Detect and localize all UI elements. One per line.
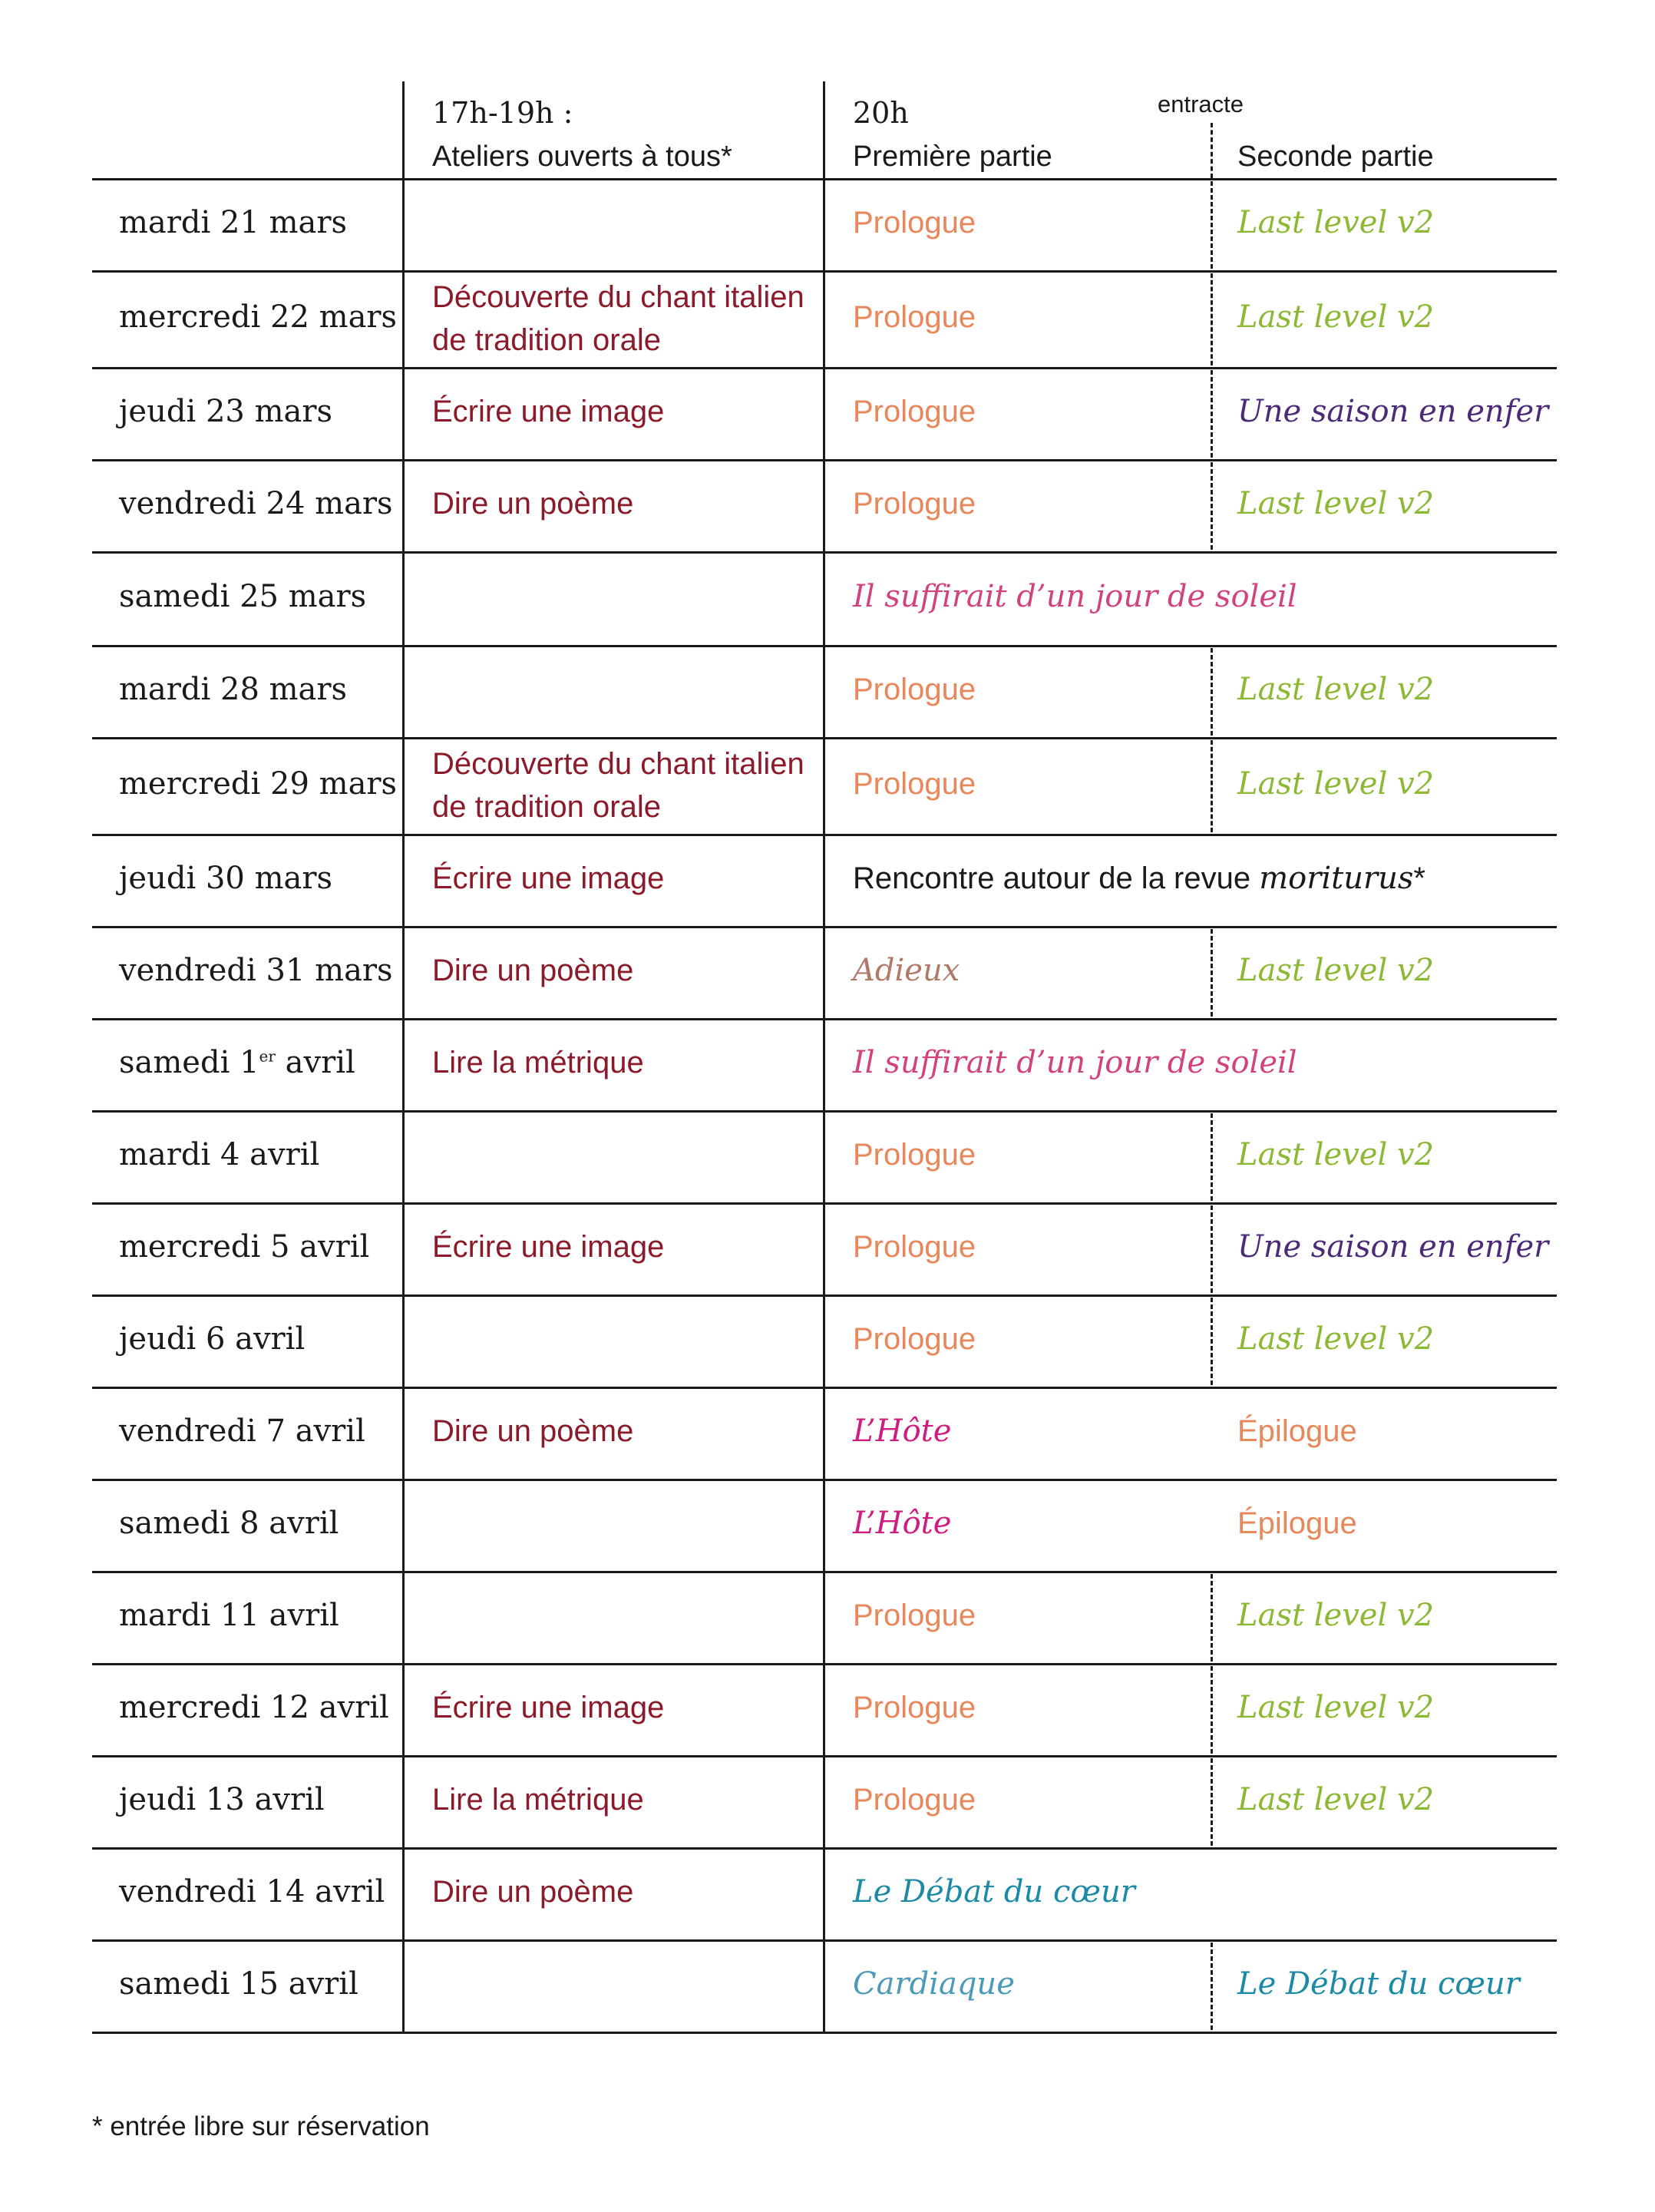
row-second-part: Last level v2 xyxy=(1237,1321,1435,1357)
row-date-text: mardi 28 mars xyxy=(119,672,348,707)
row-date-text: samedi 25 mars xyxy=(119,579,367,614)
row-rule xyxy=(92,1939,1557,1942)
row-atelier: Dire un poème xyxy=(432,1414,634,1448)
intermission-divider xyxy=(1211,181,1213,269)
column-divider-atelier xyxy=(823,81,825,2033)
row-date xyxy=(119,1047,355,1078)
row-date-text: vendredi 31 mars xyxy=(119,953,393,988)
row-rule xyxy=(92,1571,1557,1573)
intermission-divider xyxy=(1211,1943,1213,2030)
row-date xyxy=(119,207,347,238)
row-first-part-title: moriturus xyxy=(1259,861,1414,896)
row-second-part: Last level v2 xyxy=(1237,766,1435,802)
intermission-divider xyxy=(1211,1298,1213,1385)
row-atelier-line: de tradition orale xyxy=(432,323,661,357)
row-date xyxy=(119,299,398,335)
row-first-part xyxy=(853,1139,976,1170)
intermission-divider xyxy=(1211,1666,1213,1754)
row-rule xyxy=(92,1294,1557,1297)
row-first-part-text: Prologue xyxy=(853,1322,976,1356)
column-divider-date xyxy=(402,81,405,2033)
header-atelier-time: 17h-19h : xyxy=(432,96,573,130)
row-date xyxy=(119,766,398,802)
header-first-part: Première partie xyxy=(853,141,1052,173)
row-first-part-text: Prologue xyxy=(853,300,976,334)
intermission-divider xyxy=(1211,929,1213,1017)
row-event-full xyxy=(853,1047,1297,1078)
row-first-part-text: Prologue xyxy=(853,1691,976,1724)
header-show-time: 20h xyxy=(853,96,909,130)
row-rule xyxy=(92,367,1557,369)
row-atelier: Écrire une image xyxy=(432,395,665,428)
row-date-text: jeudi 23 mars xyxy=(119,394,332,429)
row-first-part xyxy=(853,674,976,705)
row-atelier: Écrire une image xyxy=(432,861,665,895)
row-date-text: jeudi 13 avril xyxy=(119,1782,325,1817)
row-second-part: Last level v2 xyxy=(1237,1690,1435,1725)
header-rule xyxy=(92,178,1557,180)
intermission-divider xyxy=(1211,1205,1213,1293)
row-first-part xyxy=(853,396,976,427)
row-date xyxy=(119,396,332,427)
row-date-text: mercredi 12 avril xyxy=(119,1690,389,1725)
row-first-part xyxy=(853,207,976,238)
row-second-part: Last level v2 xyxy=(1237,1598,1435,1633)
row-date-text: mercredi 29 mars xyxy=(119,766,398,802)
row-atelier-line: Découverte du chant italien xyxy=(432,747,804,781)
row-date-text: jeudi 6 avril xyxy=(119,1321,306,1357)
row-rule xyxy=(92,551,1557,554)
row-date-text: samedi 15 avril xyxy=(119,1966,358,2002)
row-first-part-text: L’Hôte xyxy=(853,1506,952,1541)
row-date xyxy=(119,1692,389,1723)
row-date xyxy=(119,581,366,612)
row-first-part-text: Prologue xyxy=(853,395,976,428)
row-first-part xyxy=(853,1324,976,1354)
header-atelier-title: Ateliers ouverts à tous* xyxy=(432,141,732,173)
intermission-divider xyxy=(1211,1574,1213,1661)
row-date xyxy=(119,1966,358,2002)
row-event-full xyxy=(853,1876,1135,1907)
row-rule xyxy=(92,926,1557,928)
row-rule xyxy=(92,2032,1557,2034)
row-first-part xyxy=(853,1692,976,1723)
row-first-part xyxy=(853,1784,976,1815)
row-date-text: vendredi 7 avril xyxy=(119,1413,365,1449)
row-date-text: mercredi 5 avril xyxy=(119,1229,370,1265)
row-second-part: Épilogue xyxy=(1237,1414,1357,1448)
intermission-divider xyxy=(1211,462,1213,550)
row-date xyxy=(119,488,393,519)
row-date xyxy=(119,1784,325,1815)
row-rule xyxy=(92,1202,1557,1205)
row-second-part: Last level v2 xyxy=(1237,486,1435,521)
row-second-part: Last level v2 xyxy=(1237,1137,1435,1172)
header-second-part: Seconde partie xyxy=(1237,141,1434,173)
row-first-part-text: Prologue xyxy=(853,206,976,240)
footnote: * entrée libre sur réservation xyxy=(92,2111,430,2141)
row-rule xyxy=(92,1847,1557,1850)
row-date xyxy=(119,1508,339,1539)
intermission-divider xyxy=(1211,740,1213,832)
row-rule xyxy=(92,645,1557,647)
row-first-part-text: Adieux xyxy=(853,953,960,988)
row-rule xyxy=(92,1663,1557,1665)
intermission-divider xyxy=(1211,1758,1213,1846)
row-date-text: vendredi 14 avril xyxy=(119,1874,385,1909)
row-date-text: mardi 11 avril xyxy=(119,1598,339,1633)
row-second-part: Last level v2 xyxy=(1237,672,1435,707)
row-date-text: samedi 8 avril xyxy=(119,1506,339,1541)
row-first-part xyxy=(853,488,976,519)
row-date xyxy=(119,863,332,894)
row-second-part: Une saison en enfer xyxy=(1237,1229,1549,1265)
row-date xyxy=(119,1600,339,1631)
row-rule xyxy=(92,459,1557,461)
row-first-part-text: L’Hôte xyxy=(853,1413,952,1449)
row-atelier-line: de tradition orale xyxy=(432,790,661,824)
row-first-part-text: Prologue xyxy=(853,1138,976,1172)
row-atelier: Dire un poème xyxy=(432,954,634,987)
row-rule xyxy=(92,1479,1557,1481)
row-first-part xyxy=(853,1600,976,1631)
row-date xyxy=(119,1876,385,1907)
row-date-text: jeudi 30 mars xyxy=(119,861,332,896)
row-first-part-text: Prologue xyxy=(853,1599,976,1632)
row-first-part xyxy=(853,1508,951,1539)
row-rule xyxy=(92,737,1557,739)
row-date-ordinal: er xyxy=(259,1046,276,1066)
row-rule xyxy=(92,1110,1557,1113)
row-first-part-text: Prologue xyxy=(853,673,976,706)
row-second-part: Last level v2 xyxy=(1237,205,1435,240)
row-date-text: vendredi 24 mars xyxy=(119,486,393,521)
row-event-full xyxy=(853,581,1297,612)
row-first-part-tail: * xyxy=(1413,861,1425,895)
row-rule xyxy=(92,270,1557,273)
intermission-divider xyxy=(1211,273,1213,365)
row-date-text: mardi 21 mars xyxy=(119,205,348,240)
row-first-part xyxy=(853,1413,952,1449)
row-first-part-text: Il suffirait d’un jour de soleil xyxy=(853,1045,1297,1080)
row-second-part: Une saison en enfer xyxy=(1237,394,1549,429)
row-first-part xyxy=(853,955,960,986)
row-atelier: Dire un poème xyxy=(432,1875,634,1909)
row-rule xyxy=(92,1018,1557,1020)
row-atelier-line: Découverte du chant italien xyxy=(432,280,804,314)
row-date xyxy=(119,1321,306,1357)
row-rule xyxy=(92,1387,1557,1389)
header-intermission: entracte xyxy=(1158,91,1244,117)
intermission-divider xyxy=(1211,370,1213,458)
row-atelier: Lire la métrique xyxy=(432,1046,644,1080)
row-first-part xyxy=(853,1966,1015,2002)
row-second-part: Le Débat du cœur xyxy=(1237,1966,1520,2002)
row-first-part-text: Prologue xyxy=(853,487,976,521)
intermission-divider xyxy=(1211,648,1213,736)
row-first-part xyxy=(853,1232,976,1262)
row-event-full xyxy=(853,863,1425,894)
row-first-part xyxy=(853,769,976,799)
row-date xyxy=(119,1229,370,1265)
row-date-text: samedi 1 xyxy=(119,1045,259,1080)
row-first-part-text: Rencontre autour de la revue xyxy=(853,861,1260,895)
intermission-divider xyxy=(1211,1113,1213,1201)
row-first-part-text: Prologue xyxy=(853,1230,976,1264)
row-date xyxy=(119,1413,365,1449)
row-first-part-text: Prologue xyxy=(853,767,976,801)
row-date-text: mercredi 22 mars xyxy=(119,299,398,335)
row-first-part-text: Il suffirait d’un jour de soleil xyxy=(853,579,1297,614)
row-rule xyxy=(92,834,1557,836)
row-date xyxy=(119,674,347,705)
row-first-part-text: Cardiaque xyxy=(853,1966,1015,2002)
row-date-text: mardi 4 avril xyxy=(119,1137,320,1172)
row-atelier: Lire la métrique xyxy=(432,1783,644,1817)
row-atelier: Dire un poème xyxy=(432,487,634,521)
row-atelier: Écrire une image xyxy=(432,1230,665,1264)
row-atelier: Écrire une image xyxy=(432,1691,665,1724)
row-second-part: Last level v2 xyxy=(1237,299,1435,335)
row-second-part: Last level v2 xyxy=(1237,1782,1435,1817)
row-date xyxy=(119,955,393,986)
row-rule xyxy=(92,1755,1557,1757)
intermission-divider xyxy=(1211,123,1213,178)
row-date-tail: avril xyxy=(275,1045,355,1080)
row-second-part: Last level v2 xyxy=(1237,953,1435,988)
row-first-part xyxy=(853,302,976,332)
row-first-part-text: Prologue xyxy=(853,1783,976,1817)
row-second-part: Épilogue xyxy=(1237,1506,1357,1540)
row-date xyxy=(119,1139,319,1170)
row-first-part-text: Le Débat du cœur xyxy=(853,1874,1135,1909)
